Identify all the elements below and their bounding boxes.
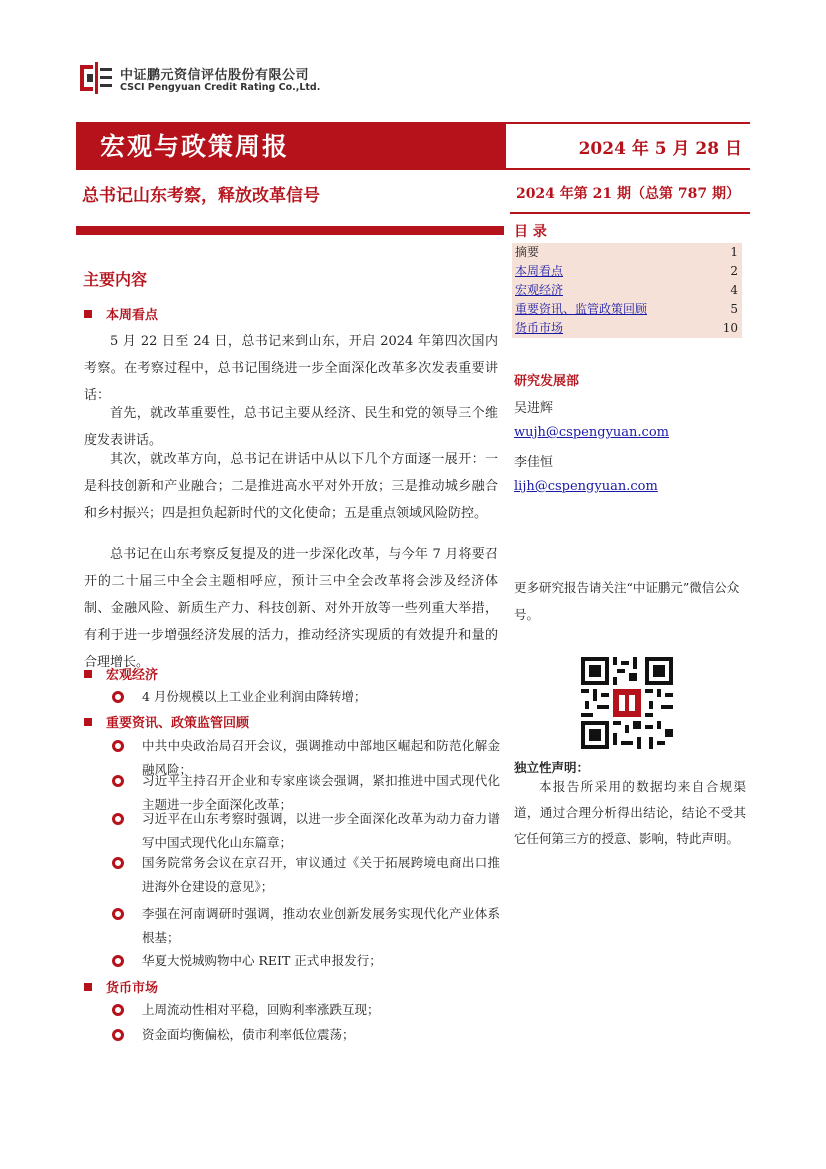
circle-bullet-icon: [112, 691, 124, 703]
list-item: 国务院常务会议在京召开，审议通过《关于拓展跨境电商出口推进海外仓建设的意见》；: [112, 851, 500, 899]
list-item: 习近平在山东考察时强调，以进一步全面深化改革为动力奋力谱写中国式现代化山东篇章；: [112, 807, 500, 855]
company-logo-icon: [80, 62, 112, 94]
wechat-qr-code-icon: [581, 657, 673, 749]
list-item: 中共中央政治局召开会议，强调推动中部地区崛起和防范化解金融风险；: [112, 734, 500, 782]
author-name: 李佳恒: [514, 455, 554, 470]
square-bullet-icon: [84, 310, 92, 318]
circle-bullet-icon: [112, 1029, 124, 1041]
paragraph: 首先，就改革重要性，总书记主要从经济、民生和党的领导三个维度发表讲话。: [84, 406, 498, 448]
list-item: 李强在河南调研时强调，推动农业创新发展务实现代化产业体系根基；: [112, 902, 500, 950]
list-item: 4 月份规模以上工业企业利润由降转增；: [112, 685, 500, 709]
author-email-link[interactable]: wujh@cspengyuan.com: [514, 425, 669, 440]
report-date: 2024 年 5 月 28 日: [578, 139, 742, 159]
independence-title: 独立性声明：: [514, 760, 590, 775]
circle-bullet-icon: [112, 1004, 124, 1016]
follow-note: 更多研究报告请关注“中证鹏元”微信公众号。: [514, 580, 740, 622]
square-bullet-icon: [84, 670, 92, 678]
toc-link[interactable]: 重要资讯、监管政策回顾: [515, 302, 648, 316]
author-email-link[interactable]: lijh@cspengyuan.com: [514, 479, 658, 494]
list-item: 华夏大悦城购物中心 REIT 正式申报发行；: [112, 949, 500, 973]
toc-item: 摘要 1: [515, 245, 738, 259]
divider-bar: [76, 226, 504, 235]
section-heading-policy: 重要资讯、政策监管回顾: [84, 712, 249, 731]
main-content-heading: 主要内容: [83, 270, 148, 289]
toc-item[interactable]: 货币市场 10: [515, 321, 738, 335]
list-item: 上周流动性相对平稳，回购利率涨跌互现；: [112, 998, 500, 1022]
paragraph: 总书记在山东考察反复提及的进一步深化改革，与今年 7 月将要召开的二十届三中全会主题相呼应，预计三中全会改革将会涉及经济体制、金融风险、新质生产力、科技创新、对外开放等一些列重大举措，有利于进一步增强经济发展的活力，推动经济实现质的有效提升和量的合理增长。: [84, 547, 498, 670]
issue-number: 2024 年第 21 期（总第 787 期）: [515, 186, 740, 202]
toc-title: 目 录: [514, 224, 547, 240]
toc-link[interactable]: 本周看点: [515, 264, 564, 278]
toc-link[interactable]: 宏观经济: [515, 283, 564, 297]
company-name-cn: 中证鹏元资信评估股份有限公司: [120, 68, 310, 83]
department-name: 研究发展部: [514, 374, 580, 389]
circle-bullet-icon: [112, 955, 124, 967]
independence-statement: 本报告所采用的数据均来自合规渠道，通过合理分析得出结论，结论不受其它任何第三方的授意、影响，特此声明。: [514, 779, 746, 846]
section-heading-week: 本周看点: [84, 304, 158, 323]
toc-item[interactable]: 宏观经济 4: [515, 283, 738, 297]
circle-bullet-icon: [112, 908, 124, 920]
circle-bullet-icon: [112, 813, 124, 825]
section-heading-macro: 宏观经济: [84, 664, 158, 683]
toc-link[interactable]: 货币市场: [515, 321, 564, 335]
circle-bullet-icon: [112, 775, 124, 787]
paragraph: 5 月 22 日至 24 日，总书记来到山东，开启 2024 年第四次国内考察。在考察过程中，总书记围绕进一步全面深化改革多次发表重要讲话：: [84, 334, 498, 403]
list-item: 习近平主持召开企业和专家座谈会强调，紧扣推进中国式现代化主题进一步全面深化改革；: [112, 769, 500, 817]
list-item: 资金面均衡偏松，债市利率低位震荡；: [112, 1023, 500, 1047]
section-heading-money: 货币市场: [84, 977, 158, 996]
paragraph: 其次，就改革方向，总书记在讲话中从以下几个方面逐一展开：一是科技创新和产业融合；二是推进高水平对外开放；三是推动城乡融合和乡村振兴；四是担负起新时代的文化使命；五是重点领域风险防控。: [84, 452, 498, 521]
table-of-contents: [512, 243, 742, 338]
report-title: 宏观与政策周报: [100, 132, 290, 161]
square-bullet-icon: [84, 718, 92, 726]
square-bullet-icon: [84, 983, 92, 991]
report-headline: 总书记山东考察，释放改革信号: [82, 186, 320, 206]
toc-item[interactable]: 本周看点 2: [515, 264, 738, 278]
company-name-en: CSCI Pengyuan Credit Rating Co.,Ltd.: [120, 82, 321, 93]
toc-item[interactable]: 重要资讯、监管政策回顾 5: [515, 302, 738, 316]
circle-bullet-icon: [112, 740, 124, 752]
author-name: 吴进辉: [514, 401, 554, 416]
circle-bullet-icon: [112, 857, 124, 869]
divider-line: [510, 212, 750, 214]
